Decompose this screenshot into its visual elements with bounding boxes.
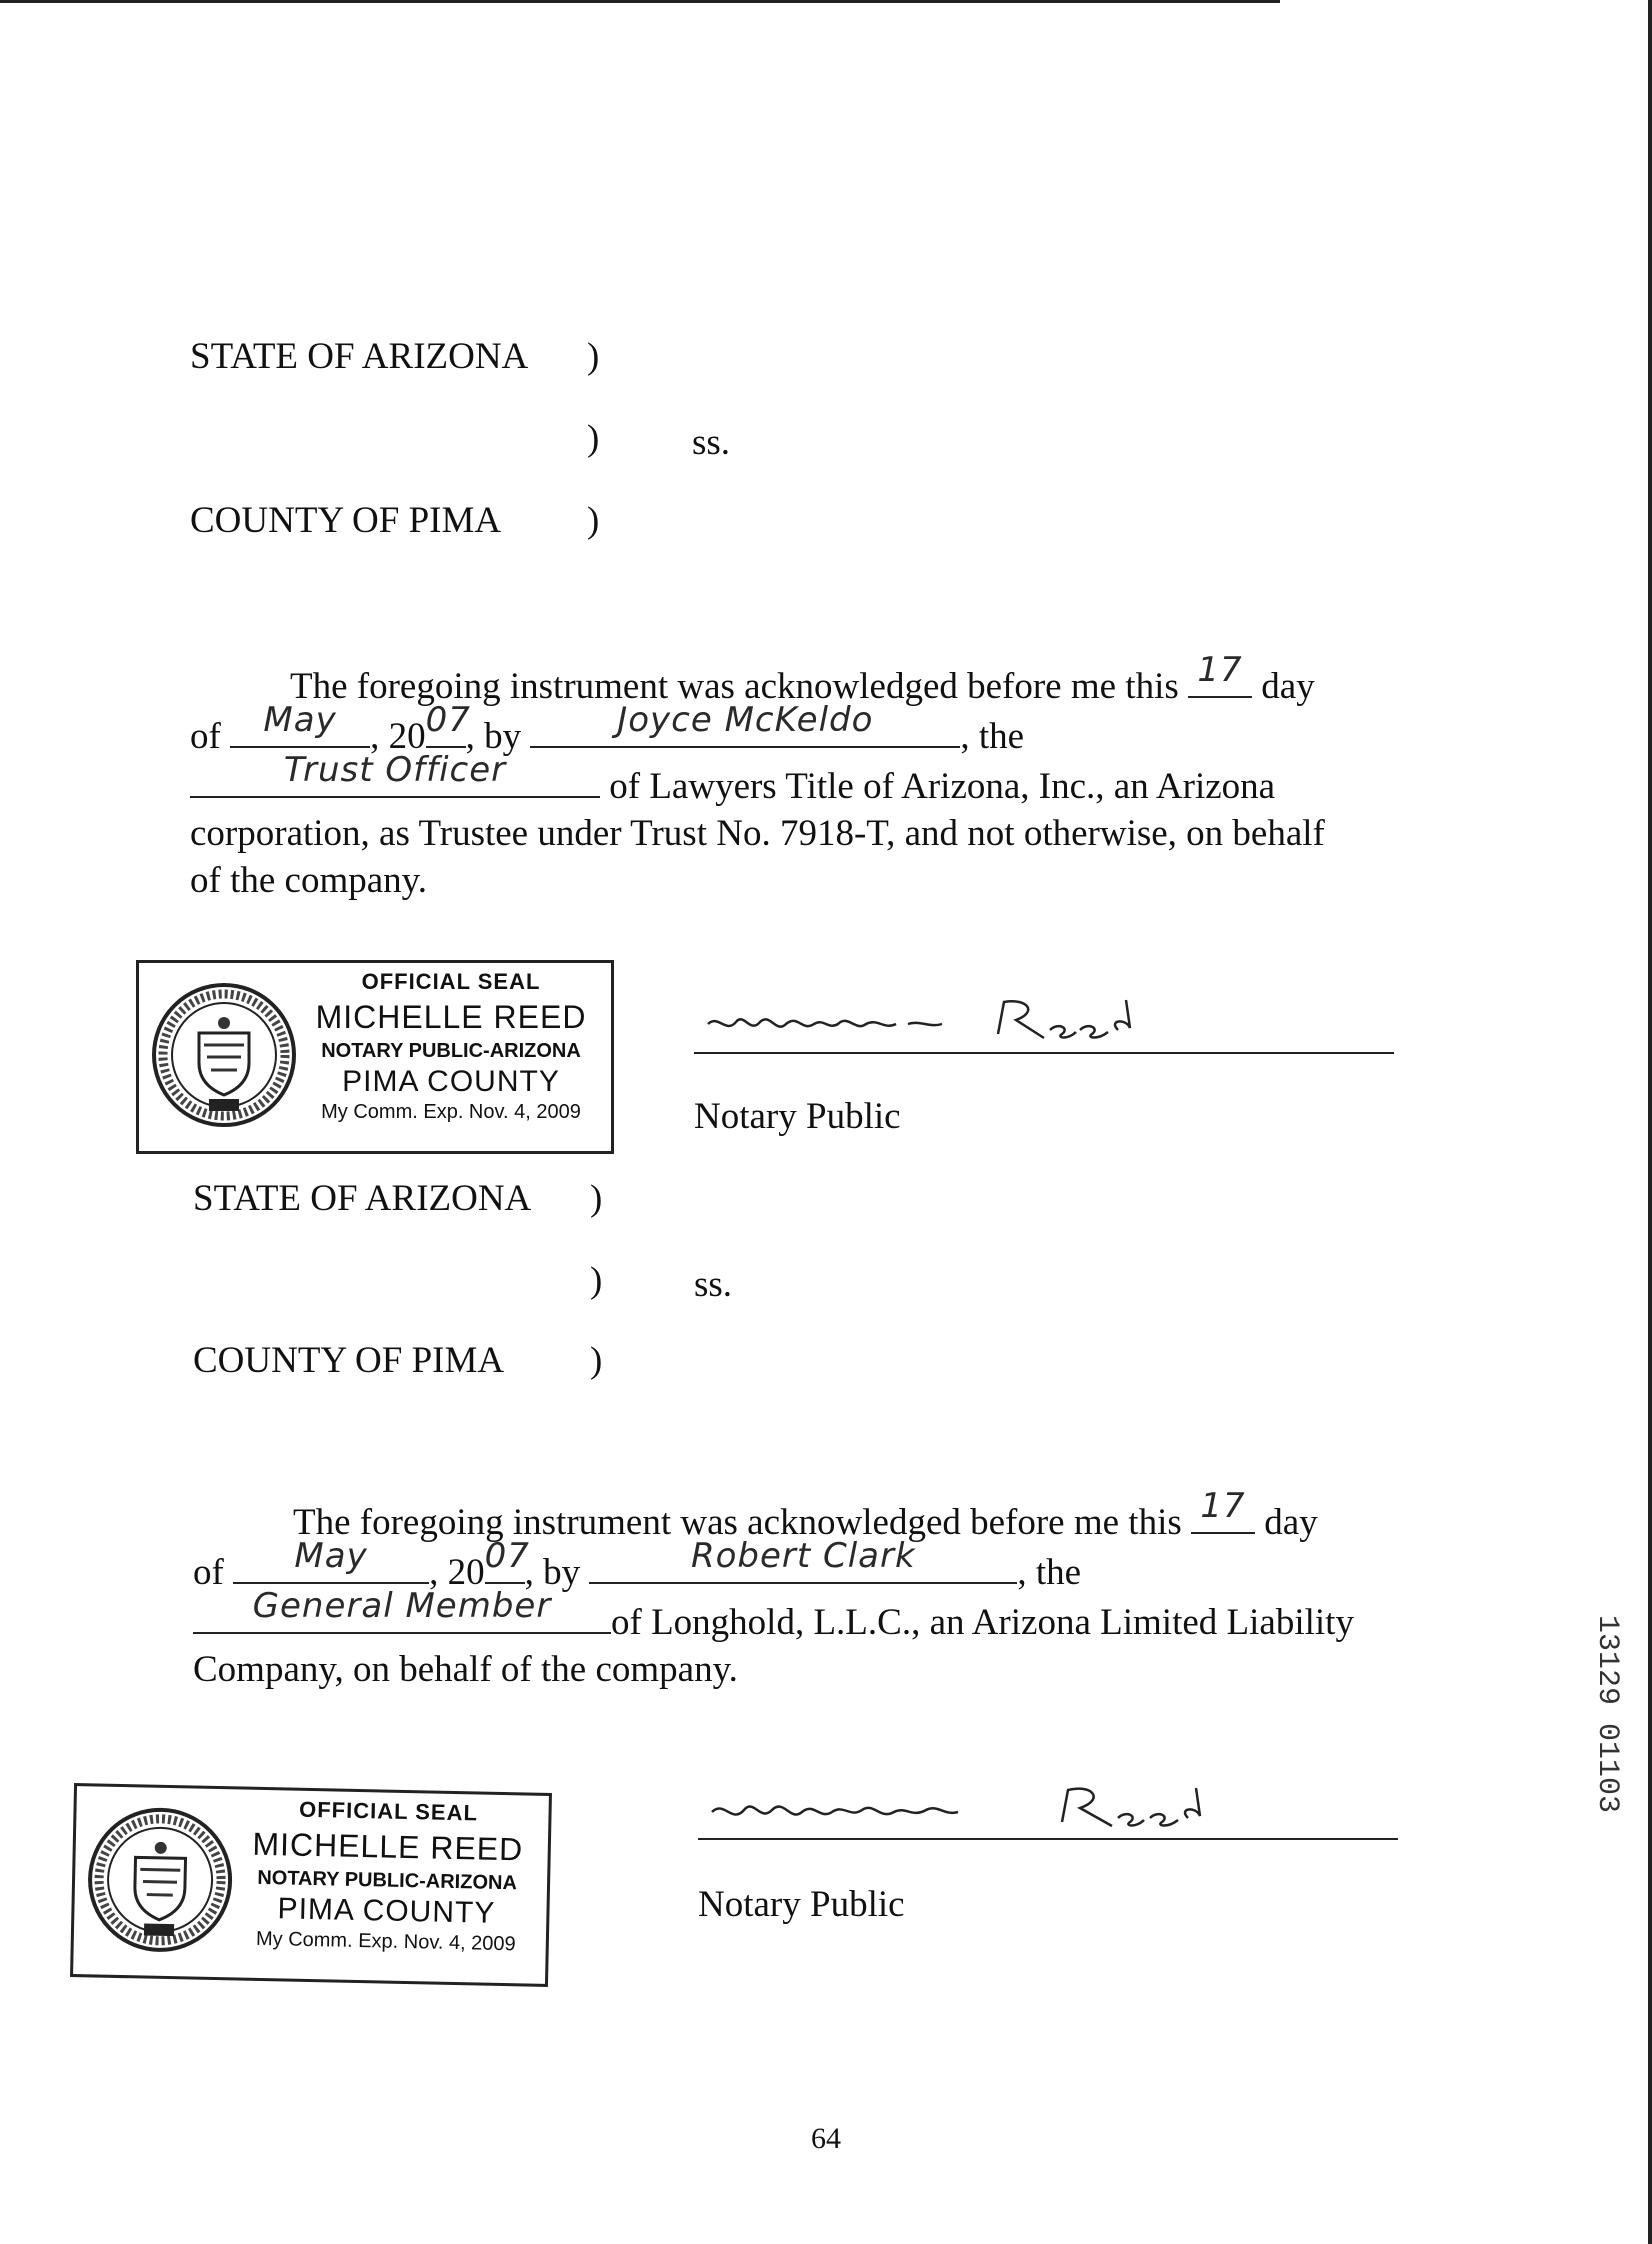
ack-line-4: corporation, as Trustee under Trust No. 7918-T, and not otherwise, on behalf (190, 813, 1325, 854)
month-value: May (294, 1536, 368, 1576)
day-word: day (1264, 1502, 1318, 1543)
venue-paren: ) (590, 1178, 603, 1219)
seal-line-1: OFFICIAL SEAL (298, 1796, 479, 1826)
notary-seal-2 (70, 1783, 552, 1987)
signature-line-1 (694, 992, 1394, 1054)
venue-paren: ) (587, 336, 600, 377)
year-prefix: , 20 (429, 1552, 485, 1593)
title-value: General Member (252, 1586, 552, 1626)
venue-ss-1: ss. (692, 422, 731, 463)
page-right-edge (1648, 0, 1652, 2244)
acknowledgment-text-1 (190, 650, 1420, 904)
seal-line-2: MICHELLE REED (315, 999, 587, 1035)
month-value: May (263, 700, 337, 740)
name-value: Robert Clark (690, 1536, 916, 1576)
seal-line-1: OFFICIAL SEAL (361, 969, 541, 994)
day-value: 17 (1200, 1486, 1246, 1526)
company-text: of Lawyers Title of Arizona, Inc., an Arizona (609, 766, 1276, 807)
acknowledgment-text-2 (193, 1486, 1423, 1693)
margin-number-text: 13129 01103 (1590, 1615, 1624, 1814)
margin-recording-number (1592, 1615, 1632, 1813)
venue-paren: ) (587, 500, 600, 541)
seal-line-3: NOTARY PUBLIC-ARIZONA (257, 1866, 518, 1895)
title-blank (193, 1586, 611, 1634)
arizona-seal-emblem-icon (149, 975, 299, 1135)
venue-county-1: COUNTY OF PIMA (190, 500, 502, 541)
month-blank (233, 1536, 429, 1584)
title-value: Trust Officer (283, 750, 507, 790)
ack-line-4: Company, on behalf of the company. (193, 1649, 738, 1690)
ack-line-1: The foregoing instrument was acknowledged before me this (290, 666, 1179, 707)
by-word: , by (524, 1552, 581, 1593)
venue-ss-2: ss. (694, 1264, 733, 1305)
signature-caption-1: Notary Public (694, 1096, 901, 1137)
name-blank (589, 1536, 1017, 1584)
signature-caption-2: Notary Public (698, 1884, 905, 1925)
name-blank (530, 700, 960, 748)
day-value: 17 (1197, 650, 1243, 690)
ack-line-5: of the company. (190, 860, 427, 901)
day-word: day (1261, 666, 1315, 707)
month-blank (230, 700, 370, 748)
notary-seal-1 (136, 960, 614, 1154)
the-word: , the (960, 716, 1025, 757)
by-word: , by (465, 716, 522, 757)
seal-line-3: NOTARY PUBLIC-ARIZONA (321, 1040, 581, 1062)
seal-line-5: My Comm. Exp. Nov. 4, 2009 (255, 1927, 516, 1956)
venue-state-2: STATE OF ARIZONA (193, 1178, 532, 1219)
signature-scribble-icon (698, 994, 1218, 1054)
year-value: 07 (425, 700, 471, 740)
seal-line-4: PIMA COUNTY (342, 1065, 560, 1098)
venue-county-2: COUNTY OF PIMA (193, 1340, 505, 1381)
seal-line-2: MICHELLE REED (252, 1825, 524, 1868)
year-value: 07 (484, 1536, 530, 1576)
title-blank (190, 750, 600, 798)
company-text: of Longhold, L.L.C., an Arizona Limited Liability (611, 1602, 1354, 1643)
year-prefix: , 20 (370, 716, 426, 757)
of-word: of (193, 1552, 224, 1593)
arizona-seal-emblem-icon (83, 1798, 236, 1961)
day-blank (1188, 650, 1252, 698)
venue-state-1: STATE OF ARIZONA (190, 336, 529, 377)
seal-line-4: PIMA COUNTY (277, 1892, 496, 1930)
year-blank (484, 1536, 530, 1584)
year-blank (425, 700, 471, 748)
top-rule (0, 0, 1280, 3)
of-word: of (190, 716, 221, 757)
ack-line-1: The foregoing instrument was acknowledged before me this (293, 1502, 1182, 1543)
signature-line-2 (698, 1778, 1398, 1840)
page-number: 64 (811, 2122, 841, 2155)
venue-paren: ) (587, 418, 600, 459)
venue-paren: ) (590, 1260, 603, 1301)
day-blank (1191, 1486, 1255, 1534)
name-value: Joyce McKeldo (617, 700, 874, 740)
signature-scribble-icon (702, 1780, 1262, 1840)
seal-line-5: My Comm. Exp. Nov. 4, 2009 (321, 1101, 581, 1123)
venue-paren: ) (590, 1340, 603, 1381)
the-word: , the (1017, 1552, 1082, 1593)
